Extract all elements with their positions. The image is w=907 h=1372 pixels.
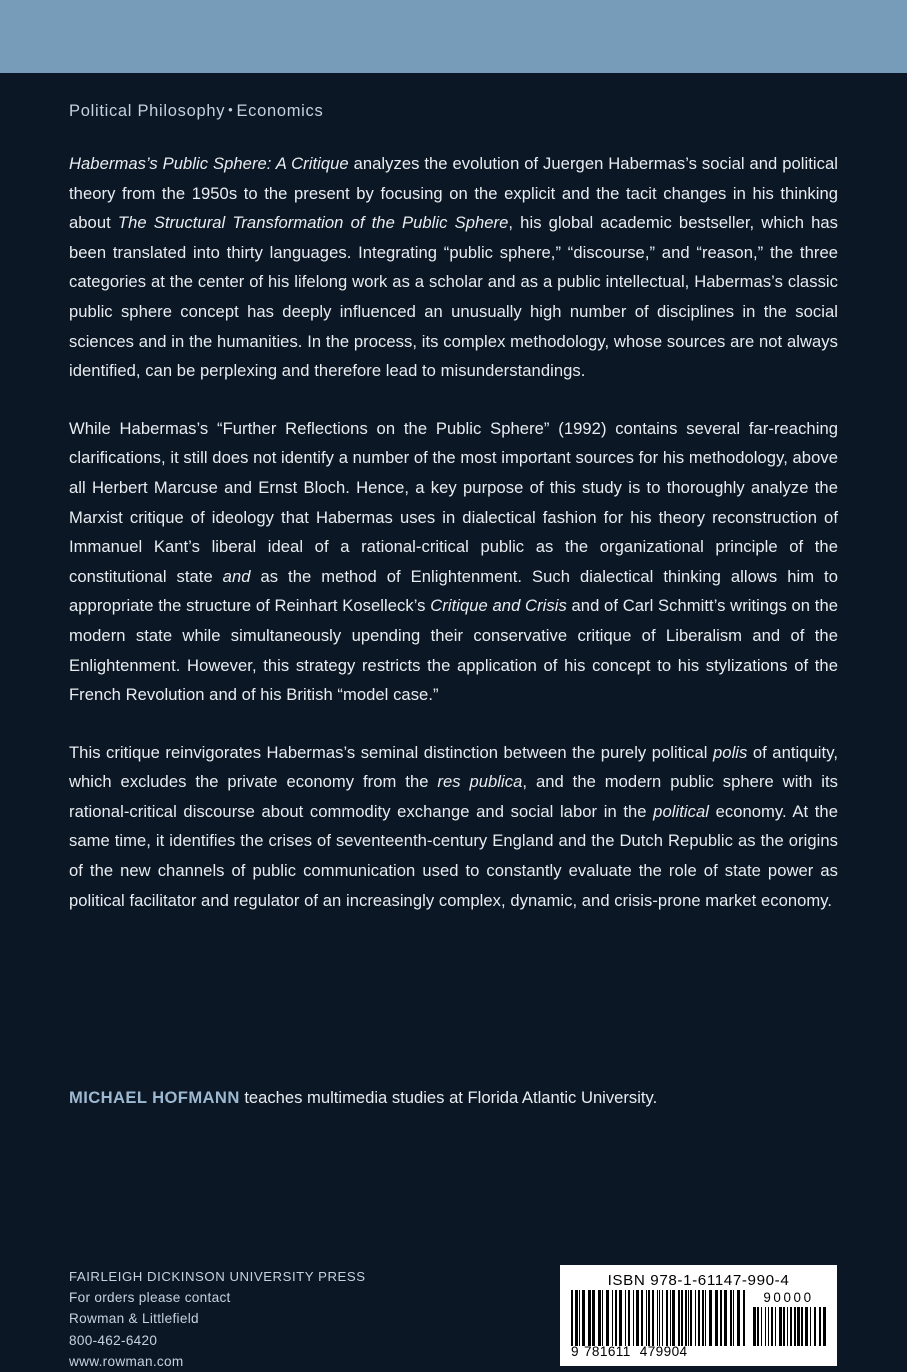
res-publica-italic: res publica [437, 772, 523, 792]
blurb-paragraph-1 [69, 149, 838, 386]
critique-and-crisis-title-italic: Critique and Crisis [430, 596, 567, 616]
blurb-p3-run7: economy. At the same time, it identifies the crises of seventeenth-century England and the Dutch Republic as the origins of the new channels of public communication used to constantly evaluate the role of state power as political facilitator and regulator of an increasingly complex, dynamic, and crisis-prone market economy. [69, 801, 838, 910]
barcode-bars-row [569, 1290, 828, 1358]
author-bio-text: teaches multimedia studies at Florida Atlantic University. [239, 1088, 658, 1107]
blurb-p1-run4: , his global academic bestseller, which has been translated into thirty languages. Integrating “public sphere,” “discourse,” and “reason,” the three categories at the center of his lifelong work as a scholar and as a public intellectual, Habermas’s classic public sphere concept has deeply influenced an unusually high number of disciplines in the social sciences and in the humanities. In the process, its complex methodology, whose sources are not always identified, can be perplexing and therefore lead to misunderstandings. [69, 213, 838, 381]
ean5-addon-digits: 90000 [763, 1290, 814, 1305]
ean5-bar-pattern [753, 1307, 826, 1346]
blurb-text-block [69, 149, 838, 915]
ean13-bar-pattern [571, 1290, 746, 1346]
blurb-p2-run5: and of Carl Schmitt’s writings on the modern state while simultaneously upending their conservative critique of Liberalism and of the Enlightenment. However, this strategy restricts the application of his concept to his stylizations of the French Revolution and of his British “model case.” [69, 596, 838, 705]
book-title-italic: Habermas’s Public Sphere: A Critique [69, 154, 349, 173]
ean13-lead-digit: 9 [571, 1344, 579, 1359]
publisher-distributor: Rowman & Littlefield [69, 1311, 199, 1327]
ean5-addon-barcode [753, 1290, 826, 1346]
ean13-human-readable-digits [571, 1344, 752, 1359]
polis-italic: polis [713, 742, 748, 762]
author-bio-line [69, 1085, 838, 1111]
isbn-barcode-box [560, 1265, 837, 1366]
publisher-phone: 800-462-6420 [69, 1332, 158, 1348]
subject-category-line [69, 102, 323, 121]
blurb-p3-run1: This critique reinvigorates Habermas’s seminal distinction between the purely political [69, 742, 714, 762]
blurb-p3-run5: , and the modern public sphere with its rational-critical discourse about commodity exchange and social labor in the [69, 772, 839, 821]
publisher-orders-line: For orders please contact [69, 1290, 231, 1306]
blurb-p2-run1: While Habermas’s “Further Reflections on the Public Sphere” (1992) contains several far-reaching clarifications, it still does not identify a number of the most important sources for his methodology, above all Herbert Marcuse and Ernst Bloch. Hence, a key purpose of this study is to thoroughly analyze the Marxist critique of ideology that Habermas uses in dialectical fashion for his theory reconstruction of Immanuel Kant’s liberal ideal of a rational-critical public as the organizational principle of the constitutional state [69, 418, 838, 586]
back-cover-page [0, 73, 907, 1369]
blurb-paragraph-3 [69, 738, 838, 916]
publisher-press-name: FAIRLEIGH DICKINSON UNIVERSITY PRESS [69, 1269, 366, 1284]
political-italic: political [653, 801, 709, 821]
author-name: MICHAEL HOFMANN [69, 1088, 240, 1107]
isbn-label: ISBN 978-1-61147-990-4 [607, 1272, 790, 1289]
blurb-p2-run3: as the method of Enlightenment. Such dialectical thinking allows him to appropriate the structure of Reinhart Koselleck’s [69, 566, 838, 616]
category-secondary: Economics [236, 102, 324, 120]
top-color-band [0, 0, 907, 73]
category-separator-dot: • [228, 102, 234, 117]
ean13-barcode [571, 1290, 746, 1359]
publisher-website[interactable]: www.rowman.com [69, 1353, 184, 1369]
blurb-paragraph-2 [69, 414, 838, 710]
blurb-p1-run2: analyzes the evolution of Juergen Habermas’s social and political theory from the 1950s to the present by focusing on the explicit and the tacit changes in his thinking about [69, 154, 838, 233]
and-emphasis-italic: and [222, 566, 251, 586]
blurb-p3-run3: of antiquity, which excludes the private economy from the [69, 742, 838, 792]
category-primary: Political Philosophy [69, 102, 226, 120]
structural-transformation-title-italic: The Structural Transformation of the Public Sphere [117, 213, 509, 233]
ean13-group-1: 781611 [583, 1344, 631, 1359]
publisher-info-block [69, 1266, 366, 1372]
ean13-group-2: 479904 [639, 1344, 688, 1359]
